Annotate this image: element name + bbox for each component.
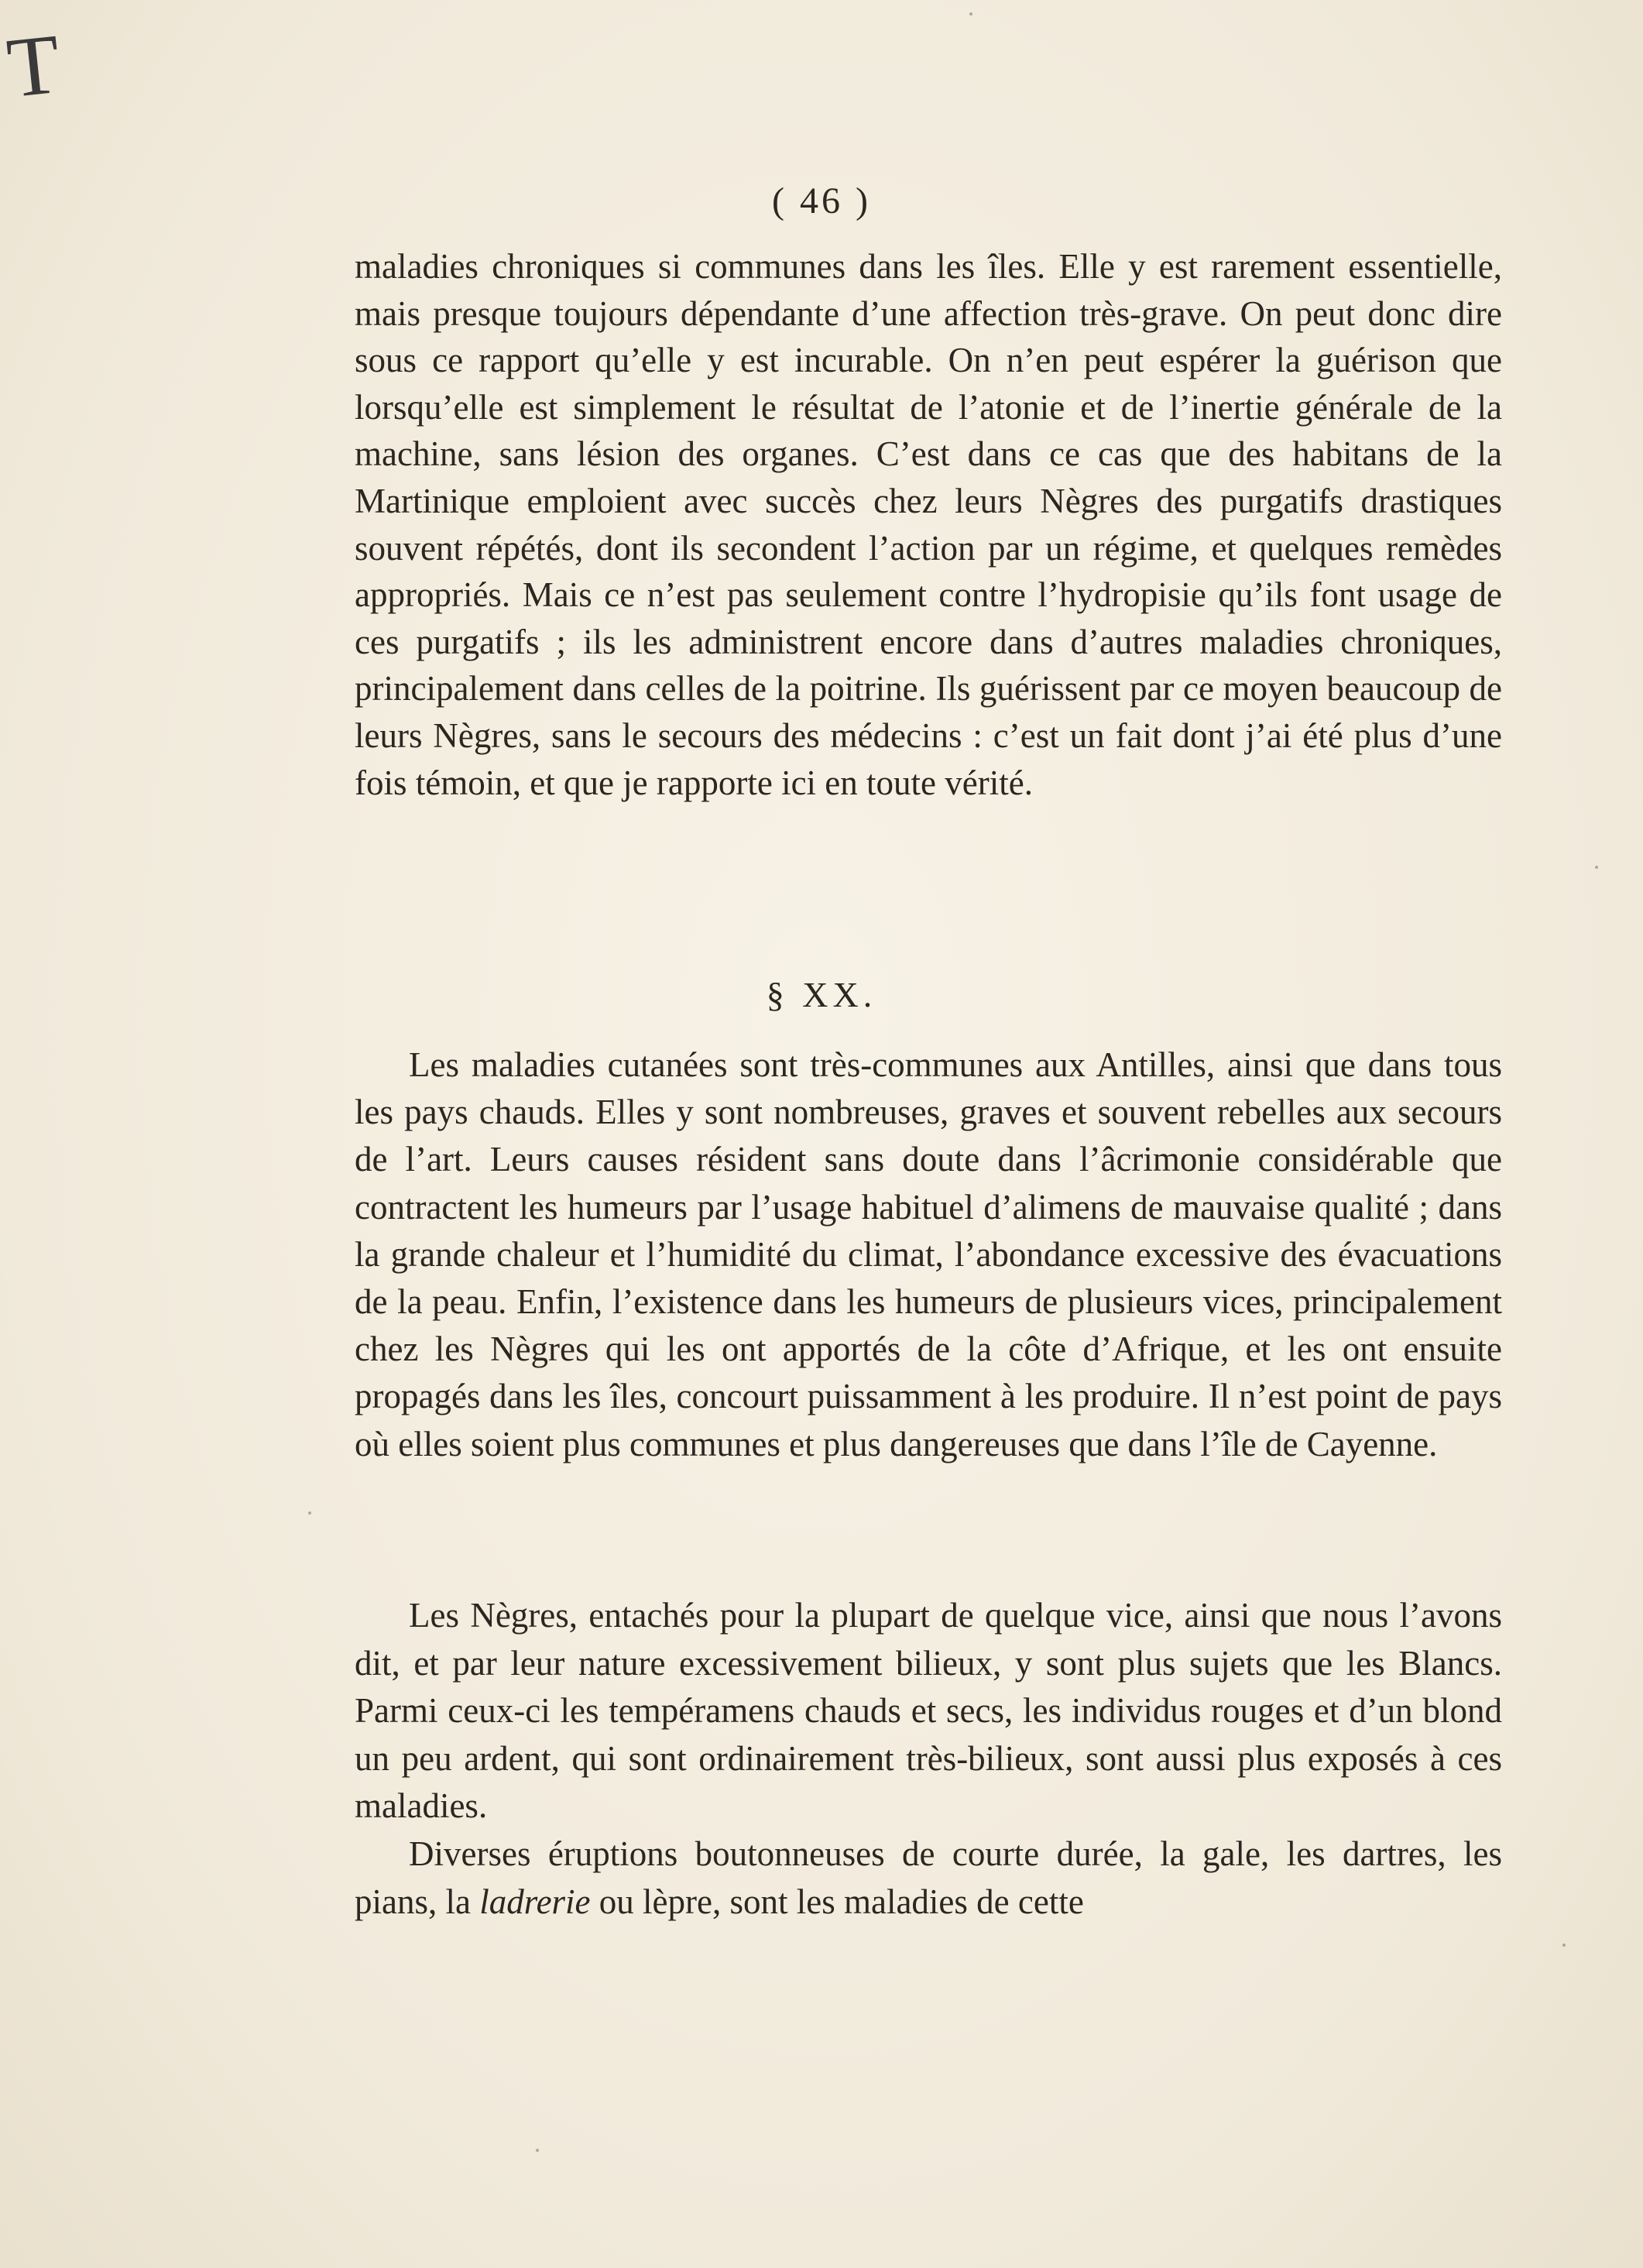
page-number: ( 46 ) (772, 180, 871, 221)
paragraph-1-text: maladies chroniques si communes dans les îles. Elle y est rarement essentielle, mais presque toujours dépendante d’une affection très-grave. On peut donc dire sous ce rapport qu’elle y est incurable. On n’en peut espérer la guérison que lorsqu’elle est simplement le résultat de l’atonie et de l’inertie générale de la machine, sans lésion des organes. C’est dans ce cas que des habitans de la Martinique emploient avec succès chez leurs Nègres des purgatifs drastiques souvent répétés, dont ils secondent l’action par un régime, et quelques remèdes appropriés. Mais ce n’est pas seulement contre l’hydropisie qu’ils font usage de ces purgatifs ; ils les administrent encore dans d’autres maladies chroniques, principalement dans celles de la poitrine. Ils guérissent par ce moyen beaucoup de leurs Nègres, sans le secours des médecins : c’est un fait dont j’ai été plus d’une fois témoin, et que je rapporte ici en toute vérité. (355, 247, 1502, 802)
paragraph-1 (355, 243, 1502, 806)
paragraph-4-end: ou lèpre, sont les maladies de cette (590, 1882, 1084, 1921)
paragraph-4-text (355, 1830, 1502, 1926)
paragraph-4 (355, 1830, 1502, 1926)
paragraph-4-start: Diverses éruptions boutonneuses de courte durée, la gale, les dartres, les pians, la (355, 1834, 1502, 1921)
paper-speck (969, 12, 972, 15)
margin-annotation: T (2, 15, 65, 116)
paragraph-2-text: Les maladies cutanées sont très-communes aux Antilles, ainsi que dans tous les pays chauds. Elles y sont nombreuses, graves et souvent rebelles aux secours de l’art. Leurs causes résident sans doute dans l’âcrimonie considérable que contractent les humeurs par l’usage habituel d’alimens de mauvaise qualité ; dans la grande chaleur et l’humidité du climat, l’abondance excessive des évacuations de la peau. Enfin, l’existence dans les humeurs de plusieurs vices, principalement chez les Nègres qui les ont apportés de la côte d’Afrique, et les ont ensuite propagés dans les îles, concourt puissamment à les produire. Il n’est point de pays où elles soient plus communes et plus dangereuses que dans l’île de Cayenne. (355, 1045, 1502, 1463)
paragraph-2 (355, 1041, 1502, 1468)
paragraph-3 (355, 1592, 1502, 1831)
paper-speck (308, 1511, 311, 1515)
section-heading: § XX. (766, 975, 877, 1014)
paper-speck (536, 2149, 539, 2152)
paper-speck (1595, 866, 1598, 869)
paper-speck (1562, 1944, 1566, 1947)
paragraph-4-italic-term: ladrerie (479, 1882, 591, 1921)
paragraph-3-text: Les Nègres, entachés pour la plupart de quelque vice, ainsi que nous l’avons dit, et par leur nature excessivement bilieux, y sont plus sujets que les Blancs. Parmi ceux-ci les tempéramens chauds et secs, les individus rouges et d’un blond un peu ardent, qui sont ordinairement très-bilieux, sont aussi plus exposés à ces maladies. (355, 1596, 1502, 1825)
